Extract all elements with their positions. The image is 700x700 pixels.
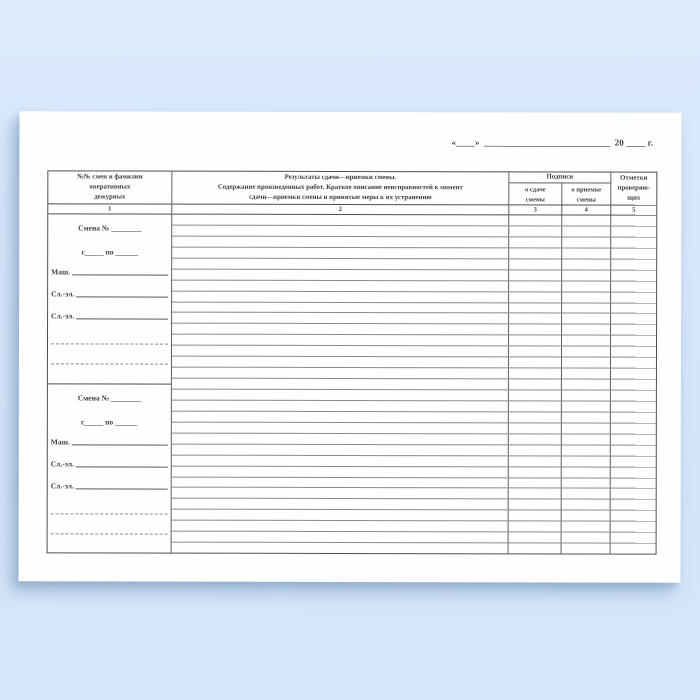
entry-cell-c4: [562, 270, 611, 280]
entry-cell-c4: [562, 369, 611, 379]
entry-cell-c5: [611, 325, 656, 335]
entry-cell-c3: [509, 390, 562, 400]
entry-cell-c5: [611, 314, 656, 324]
column-number-4: 4: [562, 205, 611, 214]
entry-cell-c3: [509, 401, 562, 411]
entry-cell-c2: [172, 433, 509, 444]
entry-cell-c4: [562, 456, 611, 466]
entry-cell-c3: [509, 423, 562, 433]
entry-cell-c3: [509, 467, 562, 477]
entry-cell-c4: [562, 237, 611, 247]
entry-cell-c2: [172, 357, 509, 368]
entry-cell-c3: [509, 347, 562, 357]
entry-cell-c4: [562, 314, 611, 324]
entry-cell-c4: [562, 336, 611, 346]
machinist-line: [51, 437, 168, 446]
entry-cell-c3: [509, 445, 562, 455]
entry-cell-c2: [172, 401, 509, 412]
entry-cell-c5: [611, 401, 656, 411]
shift-number-blank: Смена № ________: [78, 223, 142, 233]
entry-cell-c4: [562, 500, 611, 510]
entry-cell-c3: [509, 522, 562, 532]
entry-cell-c3: [509, 259, 562, 269]
entry-cell-c4: [562, 248, 611, 258]
entry-cell-c5: [611, 456, 656, 466]
entry-cell-c3: [509, 336, 562, 346]
entry-cell-c4: [562, 259, 611, 269]
entry-cell-c5: [611, 303, 656, 313]
entry-cell-c5: [611, 281, 656, 291]
entry-cell-c4: [562, 358, 611, 368]
entry-cell-c2: [172, 466, 509, 477]
entry-cell-c3: [509, 379, 562, 389]
entry-cell-c3: [509, 511, 562, 521]
entry-cell-c5: [611, 489, 656, 499]
date-month-blank: ___________________________: [483, 137, 611, 148]
shift-block-2: [48, 384, 171, 553]
entry-cell-c4: [562, 544, 611, 554]
entry-cell-c3: [509, 543, 562, 553]
entry-cell-c4: [562, 325, 611, 335]
entry-cell-c2: [172, 510, 509, 521]
entry-cell-c3: [509, 248, 562, 258]
entry-cell-c4: [562, 292, 611, 302]
entry-cell-c3: [509, 314, 562, 324]
entry-cell-c5: [611, 369, 656, 379]
entry-cell-c2: [172, 499, 509, 510]
column-number-1: 1: [48, 204, 172, 213]
electrician-label: Сл.-эл.: [50, 480, 74, 490]
entry-cell-c2: [172, 521, 509, 532]
electrician-label: Сл.-эл.: [50, 458, 74, 468]
entry-cell-c3: [509, 489, 562, 499]
entry-cell-c3: [509, 226, 562, 236]
entry-cell-c2: [172, 390, 509, 401]
entry-cell-c4: [562, 489, 611, 499]
electrician-line-2: [51, 481, 168, 490]
ruled-line: [76, 296, 168, 297]
entry-cell-c5: [611, 347, 656, 357]
entry-cell-c5: [611, 412, 656, 422]
entry-cell-c2: [172, 215, 509, 226]
entry-cell-c3: [509, 270, 562, 280]
entry-cell-c5: [611, 259, 656, 269]
entry-cell-c4: [562, 511, 611, 521]
entry-cell-c2: [172, 543, 509, 554]
ruled-line: [72, 274, 168, 275]
entry-cell-c2: [172, 412, 509, 423]
entry-cell-c4: [562, 533, 611, 543]
entry-cell-c5: [611, 500, 656, 510]
entry-cell-c5: [611, 292, 656, 302]
entry-cell-c2: [172, 324, 509, 335]
entry-cell-c3: [509, 237, 562, 247]
entry-cell-c3: [509, 478, 562, 488]
electrician-line-1: [51, 289, 168, 298]
entry-cell-c2: [172, 477, 509, 488]
entry-cell-c2: [172, 422, 509, 433]
entry-cell-c3: [509, 500, 562, 510]
entry-cell-c3: [509, 368, 562, 378]
date-year-blank: 20 ____ г.: [614, 137, 654, 148]
entry-cell-c4: [562, 478, 611, 488]
ruled-line: [76, 466, 168, 467]
signatures-subcolumns: [509, 183, 610, 204]
entry-cell-c3: [509, 325, 562, 335]
entry-cell-c2: [172, 226, 509, 237]
entry-cell-c4: [562, 347, 611, 357]
entry-cell-c5: [611, 544, 656, 554]
entry-row: [172, 543, 656, 554]
shift-block-1: [48, 214, 171, 384]
entry-cell-c5: [611, 478, 656, 488]
electrician-line-1: [51, 459, 168, 468]
entry-cell-c2: [172, 488, 509, 499]
entry-cell-c2: [172, 455, 509, 466]
entry-cell-c2: [172, 258, 509, 269]
entry-cell-c2: [172, 280, 509, 291]
entry-cell-c3: [509, 412, 562, 422]
entry-cell-c2: [172, 237, 509, 248]
date-day-blank: «____»: [451, 137, 480, 148]
entry-cell-c5: [611, 445, 656, 455]
ruled-line: [72, 444, 168, 445]
entry-cell-c2: [172, 346, 509, 357]
entry-cell-c5: [611, 226, 656, 236]
entry-cell-c5: [611, 522, 656, 532]
entry-cell-c2: [172, 444, 509, 455]
column-header-handover-signature: о сдаче смены: [509, 183, 562, 204]
electrician-label: Сл.-эл.: [51, 289, 75, 299]
entry-cell-c3: [509, 303, 562, 313]
entry-cell-c2: [172, 291, 509, 302]
entry-cell-c5: [611, 533, 656, 543]
entry-cell-c5: [611, 391, 656, 401]
entry-cell-c5: [611, 380, 656, 390]
entry-cell-c3: [509, 533, 562, 543]
column-header-handover-results: Результаты сдачи—приемки смены. Содержание произведенных работ. Краткое описание неисправностей к момент сдачи—приемки смены и принятые меры к их устранению: [172, 172, 509, 205]
electrician-line-2: [51, 311, 168, 320]
entry-cell-c4: [562, 423, 611, 433]
shift-period-blank: с_____ по ______: [81, 247, 138, 257]
dashed-fill-line: [51, 363, 168, 364]
entry-cell-c4: [562, 390, 611, 400]
entry-cell-c3: [509, 281, 562, 291]
column-header-acceptance-signature: о приемке смены: [571, 186, 602, 204]
entry-cell-c4: [562, 281, 611, 291]
shift-number-blank: Смена № ________: [77, 392, 142, 403]
column-number-3: 3: [509, 205, 562, 214]
entry-cell-c4: [562, 380, 611, 390]
entry-cell-c2: [172, 313, 509, 324]
entry-cell-c5: [611, 237, 656, 247]
shift-period-blank: с_____ по ______: [81, 416, 138, 427]
machinist-line: [51, 267, 168, 276]
table-header-row: [48, 171, 656, 205]
entry-cell-c5: [611, 467, 656, 477]
entry-cell-c4: [562, 445, 611, 455]
shift-handover-log-table: [47, 170, 658, 554]
entry-cell-c5: [611, 358, 656, 368]
entry-cell-c5: [611, 511, 656, 521]
shift-info-column: [48, 214, 173, 552]
blank-shift-log-form-page: [19, 111, 682, 582]
entry-cell-c2: [172, 379, 509, 390]
dashed-fill-line: [51, 513, 168, 514]
entry-cell-c5: [611, 248, 656, 258]
column-group-signatures: [509, 172, 611, 204]
entry-cell-c2: [172, 532, 509, 543]
entry-cell-c2: [172, 269, 509, 280]
entry-rows-grid: [172, 215, 657, 554]
column-header-inspector-marks: Отметки проверяю- щих: [617, 174, 651, 202]
entry-cell-c5: [611, 216, 656, 226]
entry-cell-c2: [172, 368, 509, 379]
entry-cell-c2: [172, 247, 509, 258]
entry-cell-c4: [562, 522, 611, 532]
entry-cell-c5: [611, 336, 656, 346]
entry-cell-c3: [509, 456, 562, 466]
entry-cell-c2: [172, 335, 509, 346]
entry-cell-c5: [611, 434, 656, 444]
column-number-5: 5: [632, 206, 636, 214]
ruled-line: [76, 318, 168, 319]
entry-cell-c4: [562, 303, 611, 313]
entry-cell-c4: [562, 412, 611, 422]
entry-cell-c4: [562, 215, 611, 225]
entry-cell-c5: [611, 423, 656, 433]
entry-cell-c3: [509, 434, 562, 444]
ruled-line: [76, 488, 168, 489]
entry-cell-c3: [509, 358, 562, 368]
electrician-label: Сл.-эл.: [51, 311, 75, 321]
entry-cell-c5: [611, 270, 656, 280]
entry-cell-c3: [509, 215, 562, 225]
entry-cell-c3: [509, 292, 562, 302]
column-header-signatures: Подписи: [509, 172, 610, 183]
entry-cell-c4: [562, 434, 611, 444]
column-number-2: 2: [172, 205, 509, 215]
entry-cell-c2: [172, 302, 509, 313]
table-body: [48, 214, 657, 553]
date-line: [451, 137, 653, 147]
entry-cell-c4: [562, 467, 611, 477]
machinist-label: Маш.: [50, 436, 70, 446]
dashed-fill-line: [51, 533, 168, 534]
entry-cell-c4: [562, 401, 611, 411]
entry-cell-c4: [562, 226, 611, 236]
machinist-label: Маш.: [51, 267, 71, 277]
dashed-fill-line: [51, 343, 168, 344]
column-header-shift-numbers-and-names: №№ смен и фамилии оперативных дежурных: [48, 171, 172, 203]
